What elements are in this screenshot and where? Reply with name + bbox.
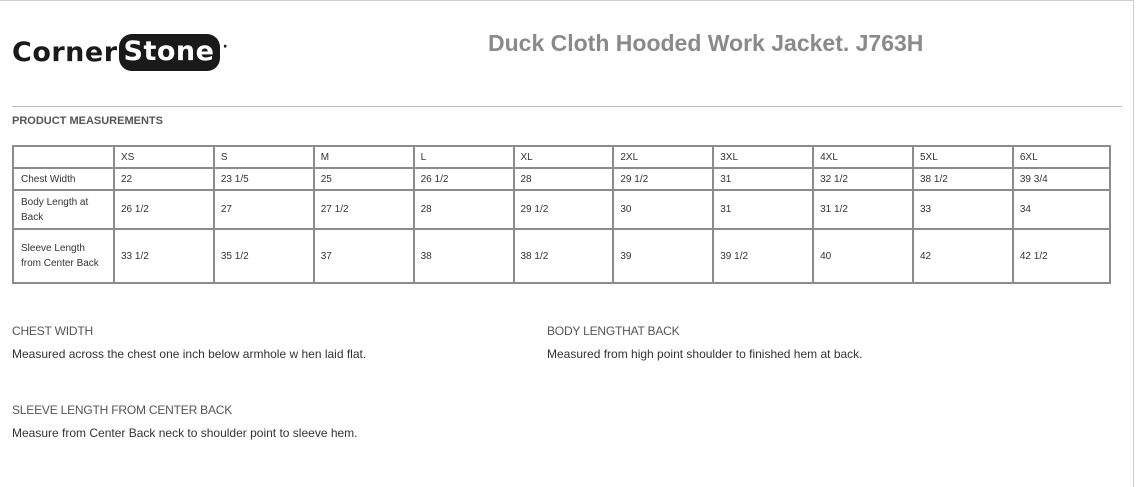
table-cell: 25	[315, 169, 415, 191]
table-cell: 28	[515, 169, 615, 191]
size-header: S	[215, 147, 315, 169]
table-cell: 38 1/2	[515, 230, 615, 282]
table-header-row	[14, 147, 1109, 169]
table-cell: 23 1/5	[215, 169, 315, 191]
table-cell: 31	[714, 191, 814, 230]
table-cell: 42	[914, 230, 1014, 282]
definition-text: Measured from high point shoulder to finished hem at back.	[547, 347, 863, 361]
row-label: Body Length at Back	[14, 191, 115, 230]
measurements-table	[12, 145, 1111, 284]
table-cell: 29 1/2	[515, 191, 615, 230]
table-cell: 38 1/2	[914, 169, 1014, 191]
table-cell: 33 1/2	[115, 230, 215, 282]
table-cell: 28	[415, 191, 515, 230]
row-label: Chest Width	[14, 169, 115, 191]
definition-body-length	[547, 324, 863, 361]
table-cell: 39	[614, 230, 714, 282]
table-cell: 40	[814, 230, 914, 282]
definition-text: Measured across the chest one inch below armhole w hen laid flat.	[12, 347, 367, 361]
brand-logo-word-2: Stone	[119, 34, 221, 71]
table-cell: 39 1/2	[714, 230, 814, 282]
definition-heading: CHEST WIDTH	[12, 324, 93, 338]
table-cell: 32 1/2	[814, 169, 914, 191]
size-header: L	[415, 147, 515, 169]
table-cell: 34	[1014, 191, 1109, 230]
brand-logo-word-1: Corner	[12, 36, 118, 68]
size-header: 6XL	[1014, 147, 1109, 169]
header-divider	[12, 106, 1122, 107]
table-corner-cell	[14, 147, 115, 169]
table-cell: 38	[415, 230, 515, 282]
section-heading: PRODUCT MEASUREMENTS	[12, 115, 163, 127]
table-cell: 27	[215, 191, 315, 230]
definition-text: Measure from Center Back neck to shoulder point to sleeve hem.	[12, 426, 358, 440]
table-cell: 31 1/2	[814, 191, 914, 230]
size-header: XS	[115, 147, 215, 169]
size-header: XL	[515, 147, 615, 169]
table-cell: 26 1/2	[115, 191, 215, 230]
table-cell: 37	[315, 230, 415, 282]
table-cell: 22	[115, 169, 215, 191]
definition-heading: SLEEVE LENGTH FROM CENTER BACK	[12, 403, 233, 417]
table-cell: 33	[914, 191, 1014, 230]
table-cell: 29 1/2	[614, 169, 714, 191]
row-label: Sleeve Length from Center Back	[14, 230, 115, 282]
table-cell: 35 1/2	[215, 230, 315, 282]
brand-logo	[12, 27, 228, 77]
definition-chest-width	[12, 324, 366, 361]
product-title: Duck Cloth Hooded Work Jacket. J763H	[488, 30, 924, 56]
table-cell: 42 1/2	[1019, 250, 1048, 262]
size-header: 4XL	[814, 147, 914, 169]
table-cell: 39 3/4	[1014, 169, 1109, 191]
table-row	[14, 191, 1109, 230]
table-row	[14, 169, 1109, 191]
table-cell: 27 1/2	[315, 191, 415, 230]
definition-heading: BODY LENGTHAT BACK	[547, 324, 680, 338]
table-cell: 26 1/2	[415, 169, 515, 191]
brand-logo-mark: ·	[222, 39, 229, 55]
definition-sleeve-length	[12, 403, 358, 440]
table-cell: 30	[614, 191, 714, 230]
size-header: M	[315, 147, 415, 169]
table-row	[14, 230, 1109, 282]
size-header: 2XL	[614, 147, 714, 169]
size-header: 5XL	[914, 147, 1014, 169]
size-header: 3XL	[714, 147, 814, 169]
table-cell: 31	[714, 169, 814, 191]
